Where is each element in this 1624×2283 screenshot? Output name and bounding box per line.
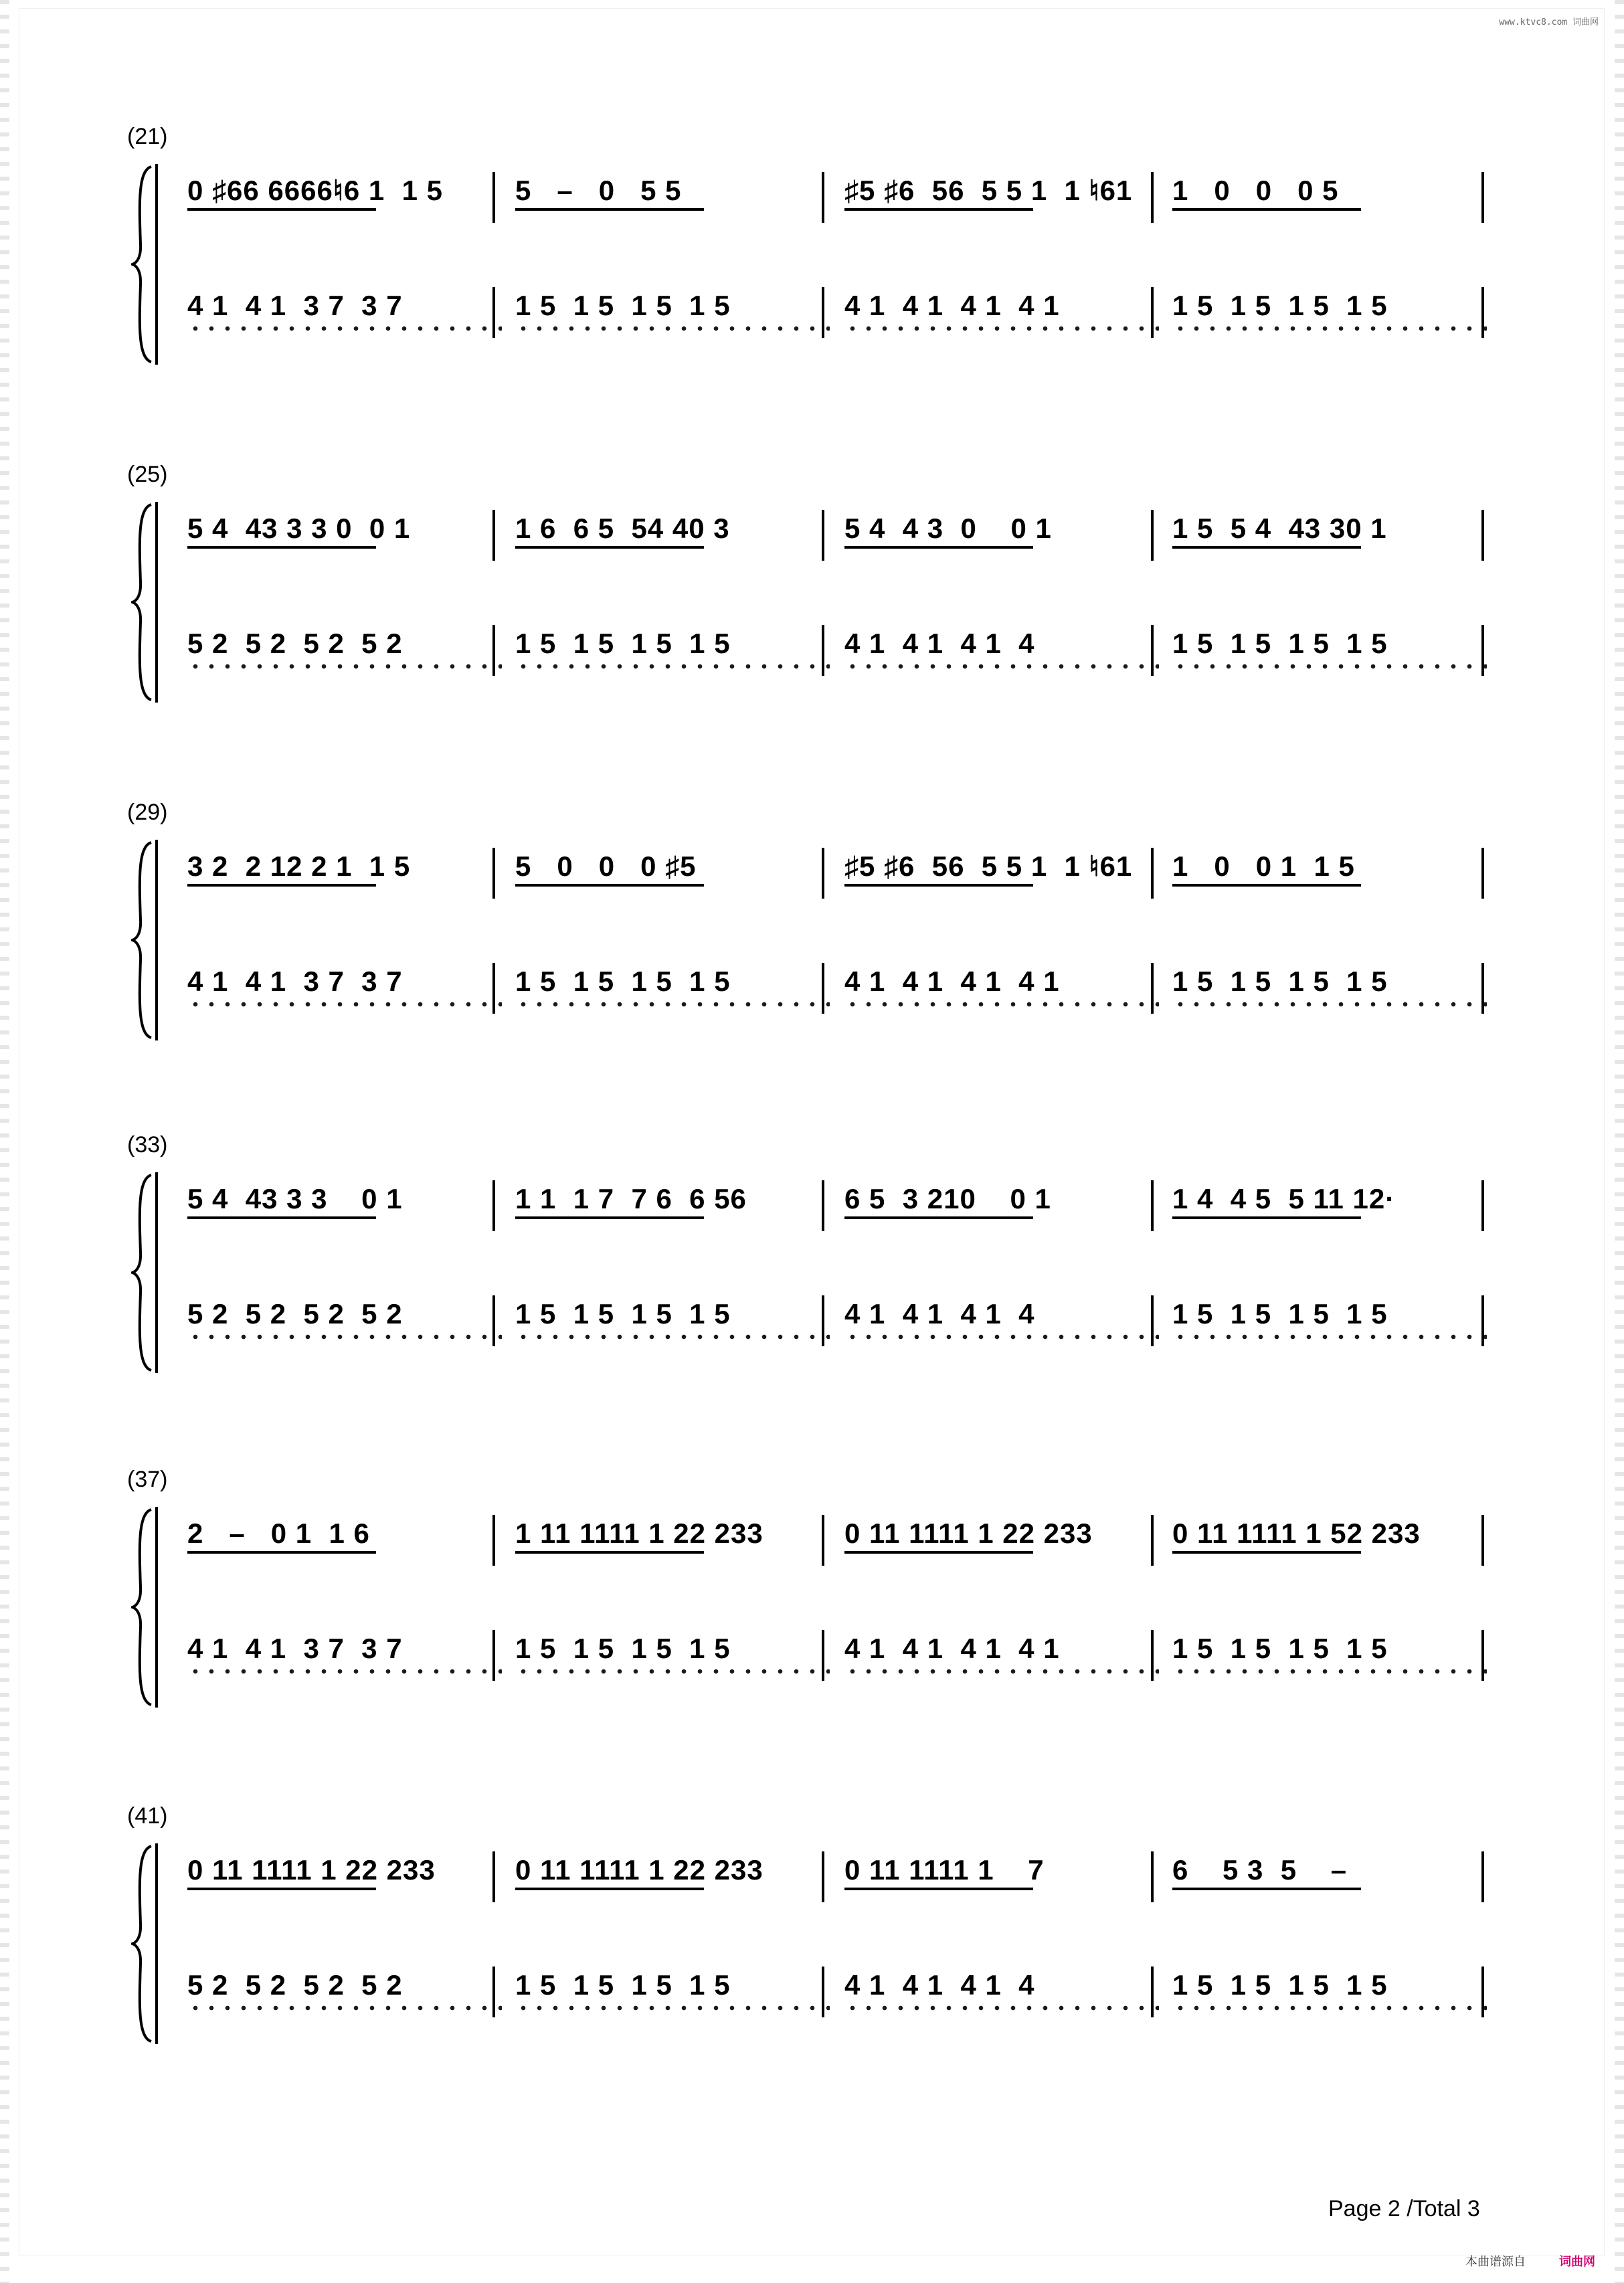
measure: [187, 1965, 502, 2025]
measure-notes: 1 1 1 7 7 6 6 56: [515, 1183, 747, 1214]
beam-underline: [844, 1551, 1033, 1554]
barline: [1481, 1515, 1484, 1566]
measure-notes: 4 1 4 1 4 1 4 1: [844, 966, 1060, 997]
beam-underline: [844, 208, 1033, 211]
beam-underline: [1172, 1888, 1361, 1890]
measure-notes: 1 4 4 5 5 11 12·: [1172, 1183, 1396, 1214]
barline: [492, 1967, 495, 2017]
measure: [187, 962, 502, 1022]
measure: [1172, 1294, 1487, 1354]
measure: [844, 286, 1159, 346]
octave-dots: [844, 2004, 1159, 2024]
barline: [492, 848, 495, 899]
beam-underline: [515, 884, 704, 887]
measure-notes: 1 0 0 0 5: [1172, 175, 1339, 206]
measure-notes: ♯5 ♯6 56 5 5 1 1 ♮61: [844, 175, 1133, 206]
barline: [492, 1180, 495, 1231]
barline: [822, 287, 824, 338]
barline: [1151, 1180, 1154, 1231]
octave-dots: [844, 1000, 1159, 1020]
barline: [492, 1851, 495, 1902]
octave-dots: [1172, 662, 1487, 682]
measure-notes: 1 5 5 4 43 30 1: [1172, 513, 1387, 544]
barline: [1481, 510, 1484, 561]
staff-system: [0, 1803, 1624, 2071]
measure: [1172, 171, 1487, 231]
measure: [187, 846, 502, 907]
measure: [844, 1179, 1159, 1239]
octave-dots: [515, 1000, 830, 1020]
measure-number: (37): [127, 1467, 168, 1492]
barline: [1151, 510, 1154, 561]
treble-staff: [0, 171, 1624, 231]
barline: [1481, 963, 1484, 1014]
beam-underline: [844, 884, 1033, 887]
source-url: www.ktvc8.com: [1499, 17, 1568, 27]
barline: [1481, 1967, 1484, 2017]
measure: [844, 1294, 1159, 1354]
octave-dots: [1172, 325, 1487, 345]
measure-notes: 5 2 5 2 5 2 5 2: [187, 1969, 403, 2001]
beam-underline: [515, 1888, 704, 1890]
octave-dots: [187, 1000, 502, 1020]
measure-notes: 1 5 1 5 1 5 1 5: [515, 1298, 731, 1330]
measure-notes: 4 1 4 1 3 7 3 7: [187, 966, 403, 997]
barline: [822, 963, 824, 1014]
measure-notes: 4 1 4 1 4 1 4 1: [844, 290, 1060, 321]
measure-notes: 4 1 4 1 3 7 3 7: [187, 1633, 403, 1664]
barline: [492, 1515, 495, 1566]
octave-dots: [187, 1333, 502, 1353]
measure-notes: 0 11 1111 1 52 233: [1172, 1518, 1421, 1549]
treble-staff: [0, 1850, 1624, 1910]
bass-staff: [0, 1965, 1624, 2025]
measure: [187, 1179, 502, 1239]
measure: [1172, 1514, 1487, 1574]
measure-notes: 1 5 1 5 1 5 1 5: [515, 1633, 731, 1664]
bass-staff: [0, 1629, 1624, 1689]
measure-notes: 6 5 3 5 –: [1172, 1854, 1348, 1886]
bass-staff: [0, 286, 1624, 346]
measure: [515, 1514, 830, 1574]
beam-underline: [515, 1551, 704, 1554]
measure: [515, 1629, 830, 1689]
measure-notes: 5 4 43 3 3 0 1: [187, 1183, 403, 1214]
bass-staff: [0, 962, 1624, 1022]
barline: [822, 172, 824, 223]
barline: [1151, 287, 1154, 338]
beam-underline: [187, 1216, 376, 1219]
octave-dots: [844, 325, 1159, 345]
barline: [1481, 287, 1484, 338]
octave-dots: [1172, 1333, 1487, 1353]
measure-notes: 1 0 0 1 1 5: [1172, 850, 1355, 882]
staff-system: [0, 1132, 1624, 1400]
measure: [1172, 1965, 1487, 2025]
treble-staff: [0, 509, 1624, 569]
measure: [187, 286, 502, 346]
measure: [515, 1294, 830, 1354]
octave-dots: [1172, 2004, 1487, 2024]
measure: [515, 171, 830, 231]
beam-underline: [515, 208, 704, 211]
barline: [492, 510, 495, 561]
treble-staff: [0, 1514, 1624, 1574]
barline: [1151, 1851, 1154, 1902]
barline: [492, 172, 495, 223]
barline: [492, 963, 495, 1014]
measure-notes: 1 5 1 5 1 5 1 5: [515, 628, 731, 659]
measure-notes: 1 5 1 5 1 5 1 5: [1172, 1633, 1388, 1664]
beam-underline: [187, 1551, 376, 1554]
measure-notes: 0 11 1111 1 22 233: [187, 1854, 436, 1886]
measure: [1172, 846, 1487, 907]
octave-dots: [844, 1333, 1159, 1353]
barline: [822, 1630, 824, 1681]
octave-dots: [515, 1333, 830, 1353]
measure: [1172, 509, 1487, 569]
barline: [1151, 1295, 1154, 1346]
measure: [844, 962, 1159, 1022]
barline: [1151, 172, 1154, 223]
beam-underline: [844, 546, 1033, 549]
beam-underline: [515, 546, 704, 549]
measure-notes: 0 11 1111 1 22 233: [844, 1518, 1093, 1549]
measure-notes: 1 5 1 5 1 5 1 5: [515, 966, 731, 997]
octave-dots: [187, 325, 502, 345]
beam-underline: [1172, 1551, 1361, 1554]
measure-notes: 1 5 1 5 1 5 1 5: [1172, 1969, 1388, 2001]
beam-underline: [187, 546, 376, 549]
measure: [515, 509, 830, 569]
measure-notes: 1 5 1 5 1 5 1 5: [515, 1969, 731, 2001]
measure-notes: 5 2 5 2 5 2 5 2: [187, 628, 403, 659]
barline: [1481, 1295, 1484, 1346]
beam-underline: [1172, 884, 1361, 887]
octave-dots: [515, 662, 830, 682]
measure: [187, 1294, 502, 1354]
bass-staff: [0, 1294, 1624, 1354]
beam-underline: [187, 1888, 376, 1890]
measure-notes: 4 1 4 1 4 1 4: [844, 1969, 1035, 2001]
barline: [822, 1295, 824, 1346]
octave-dots: [1172, 1000, 1487, 1020]
measure: [844, 1514, 1159, 1574]
barline: [822, 625, 824, 676]
measure-number: (25): [127, 462, 168, 487]
measure-number: (41): [127, 1803, 168, 1829]
footer-source-note: 本曲谱源自: [1465, 2255, 1526, 2268]
staff-system: [0, 462, 1624, 729]
barline: [1151, 963, 1154, 1014]
octave-dots: [515, 1667, 830, 1687]
measure: [844, 1629, 1159, 1689]
measure: [844, 624, 1159, 684]
measure: [844, 1965, 1159, 2025]
measure: [187, 171, 502, 231]
octave-dots: [187, 1667, 502, 1687]
staff-system: [0, 1467, 1624, 1734]
barline: [822, 510, 824, 561]
measure: [515, 1965, 830, 2025]
measure-number: (29): [127, 800, 168, 825]
measure-notes: 5 – 0 5 5: [515, 175, 682, 206]
measure: [515, 846, 830, 907]
measure: [515, 1850, 830, 1910]
staff-system: [0, 124, 1624, 391]
barline: [1481, 172, 1484, 223]
measure: [515, 1179, 830, 1239]
beam-underline: [1172, 546, 1361, 549]
measure-notes: 0 ♯66 6666♮6 1 1 5: [187, 175, 443, 206]
measure: [187, 509, 502, 569]
measure-notes: 5 2 5 2 5 2 5 2: [187, 1298, 403, 1330]
measure-notes: 0 11 1111 1 22 233: [515, 1854, 763, 1886]
measure: [1172, 1850, 1487, 1910]
treble-staff: [0, 846, 1624, 907]
beam-underline: [1172, 208, 1361, 211]
barline: [1151, 1630, 1154, 1681]
measure-notes: 0 11 1111 1 7: [844, 1854, 1045, 1886]
measure-notes: 5 4 43 3 3 0 0 1: [187, 513, 411, 544]
measure: [1172, 962, 1487, 1022]
beam-underline: [844, 1888, 1033, 1890]
measure: [844, 1850, 1159, 1910]
measure: [844, 509, 1159, 569]
bass-staff: [0, 624, 1624, 684]
measure-notes: ♯5 ♯6 56 5 5 1 1 ♮61: [844, 850, 1133, 882]
measure: [1172, 624, 1487, 684]
measure-notes: 1 11 1111 1 22 233: [515, 1518, 763, 1549]
barline: [1151, 848, 1154, 899]
header-brand: 词曲网: [1572, 17, 1599, 27]
barline: [1481, 1851, 1484, 1902]
measure: [1172, 1629, 1487, 1689]
barline: [492, 1295, 495, 1346]
octave-dots: [844, 1667, 1159, 1687]
measure: [515, 286, 830, 346]
beam-underline: [844, 1216, 1033, 1219]
barline: [822, 848, 824, 899]
measure-notes: 2 – 0 1 1 6: [187, 1518, 370, 1549]
measure-notes: 1 5 1 5 1 5 1 5: [515, 290, 731, 321]
measure-notes: 6 5 3 210 0 1: [844, 1183, 1051, 1214]
barline: [492, 287, 495, 338]
measure: [1172, 1179, 1487, 1239]
measure: [187, 1850, 502, 1910]
staff-system: [0, 800, 1624, 1067]
barline: [1151, 1515, 1154, 1566]
measure-notes: 1 5 1 5 1 5 1 5: [1172, 966, 1388, 997]
barline: [1151, 625, 1154, 676]
measure-notes: 1 6 6 5 54 40 3: [515, 513, 730, 544]
measure-notes: 3 2 2 12 2 1 1 5: [187, 850, 411, 882]
measure-notes: 5 4 4 3 0 0 1: [844, 513, 1052, 544]
page-number: Page 2 /Total 3: [1328, 2196, 1480, 2221]
measure-notes: 4 1 4 1 3 7 3 7: [187, 290, 403, 321]
beam-underline: [515, 1216, 704, 1219]
measure-number: (33): [127, 1132, 168, 1158]
octave-dots: [844, 662, 1159, 682]
measure-notes: 4 1 4 1 4 1 4: [844, 1298, 1035, 1330]
octave-dots: [515, 325, 830, 345]
measure: [187, 624, 502, 684]
barline: [822, 1967, 824, 2017]
barline: [822, 1180, 824, 1231]
treble-staff: [0, 1179, 1624, 1239]
measure-notes: 5 0 0 0 ♯5: [515, 850, 697, 882]
barline: [492, 625, 495, 676]
footer-brand: 词曲网: [1559, 2255, 1595, 2268]
measure: [187, 1629, 502, 1689]
measure: [515, 962, 830, 1022]
measure: [844, 846, 1159, 907]
barline: [822, 1515, 824, 1566]
measure-notes: 1 5 1 5 1 5 1 5: [1172, 628, 1388, 659]
measure-notes: 1 5 1 5 1 5 1 5: [1172, 290, 1388, 321]
octave-dots: [187, 662, 502, 682]
measure-notes: 1 5 1 5 1 5 1 5: [1172, 1298, 1388, 1330]
octave-dots: [515, 2004, 830, 2024]
barline: [1481, 625, 1484, 676]
beam-underline: [187, 208, 376, 211]
measure: [515, 624, 830, 684]
measure-number: (21): [127, 124, 168, 149]
beam-underline: [1172, 1216, 1361, 1219]
barline: [492, 1630, 495, 1681]
barline: [1151, 1967, 1154, 2017]
measure-notes: 4 1 4 1 4 1 4 1: [844, 1633, 1060, 1664]
beam-underline: [187, 884, 376, 887]
measure: [187, 1514, 502, 1574]
octave-dots: [187, 2004, 502, 2024]
barline: [822, 1851, 824, 1902]
measure-notes: 4 1 4 1 4 1 4: [844, 628, 1035, 659]
measure: [844, 171, 1159, 231]
barline: [1481, 1180, 1484, 1231]
barline: [1481, 1630, 1484, 1681]
octave-dots: [1172, 1667, 1487, 1687]
barline: [1481, 848, 1484, 899]
page-header: [1499, 15, 1599, 27]
measure: [1172, 286, 1487, 346]
